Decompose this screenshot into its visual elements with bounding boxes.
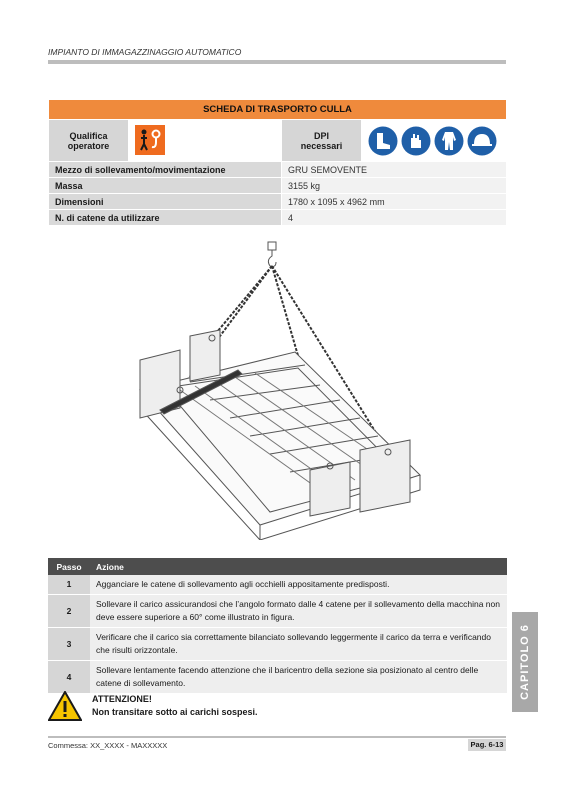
dpi-icons	[362, 120, 507, 162]
steps-table	[48, 558, 507, 694]
dpi-label-text: DPI necessari	[300, 130, 343, 151]
header-title: IMPIANTO DI IMMAGAZZINAGGIO AUTOMATICO	[48, 47, 242, 57]
footer-commessa: Commessa: XX_XXXX - MAXXXXX	[48, 741, 168, 750]
row-dimensioni-key: Dimensioni	[49, 194, 282, 210]
row-mezzo-key: Mezzo di sollevamento/movimentazione	[49, 162, 282, 178]
table-row	[48, 595, 507, 628]
warning-line1: ATTENZIONE!	[92, 694, 152, 704]
step-text: Verificare che il carico sia correttamente bilanciato sollevando leggermente il carico da terra e verificando che risulti orizzontale.	[90, 628, 507, 661]
qualifica-label	[49, 120, 129, 162]
gloves-icon	[401, 126, 431, 156]
header-rule	[48, 60, 506, 64]
warning-box	[48, 690, 507, 722]
warning-icon	[48, 691, 82, 721]
row-catene-key: N. di catene da utilizzare	[49, 210, 282, 226]
row-catene-value: 4	[282, 210, 507, 226]
footer-rule	[48, 736, 506, 738]
col-passo: Passo	[48, 558, 90, 575]
step-number: 1	[48, 575, 90, 595]
warning-line2: Non transitare sotto ai carichi sospesi.	[92, 707, 258, 717]
step-number: 2	[48, 595, 90, 628]
dpi-label	[282, 120, 362, 162]
safety-boots-icon	[368, 126, 398, 156]
col-azione: Azione	[90, 558, 507, 575]
table-row	[48, 661, 507, 694]
row-massa-key: Massa	[49, 178, 282, 194]
qualifica-label-text: Qualifica operatore	[67, 130, 110, 151]
card-title: SCHEDA DI TRASPORTO CULLA	[49, 100, 507, 120]
coverall-icon	[434, 126, 464, 156]
row-massa-value: 3155 kg	[282, 178, 507, 194]
helmet-icon	[467, 126, 497, 156]
crane-operator-icon	[135, 125, 165, 155]
cradle-lifting-drawing	[120, 240, 440, 540]
transport-card	[48, 99, 507, 226]
step-text: Sollevare lentamente facendo attenzione che il baricentro della sezione sia posizionato al centro delle catene di sollevamento.	[90, 661, 507, 694]
row-dimensioni-value: 1780 x 1095 x 4962 mm	[282, 194, 507, 210]
table-row	[48, 628, 507, 661]
step-text: Agganciare le catene di sollevamento agli occhielli appositamente predisposti.	[90, 575, 507, 595]
chapter-label: CAPITOLO 6	[519, 624, 531, 700]
warning-text	[92, 693, 258, 719]
chapter-tab	[512, 612, 538, 712]
step-number: 3	[48, 628, 90, 661]
step-text: Sollevare il carico assicurandosi che l’angolo formato dalle 4 catene per il sollevamento della macchina non deve essere superiore a 60° come illustrato in figura.	[90, 595, 507, 628]
qualifica-icon-cell	[129, 120, 282, 162]
table-row	[48, 575, 507, 595]
row-mezzo-value: GRU SEMOVENTE	[282, 162, 507, 178]
page-number: Pag. 6-13	[468, 739, 506, 751]
step-number: 4	[48, 661, 90, 694]
